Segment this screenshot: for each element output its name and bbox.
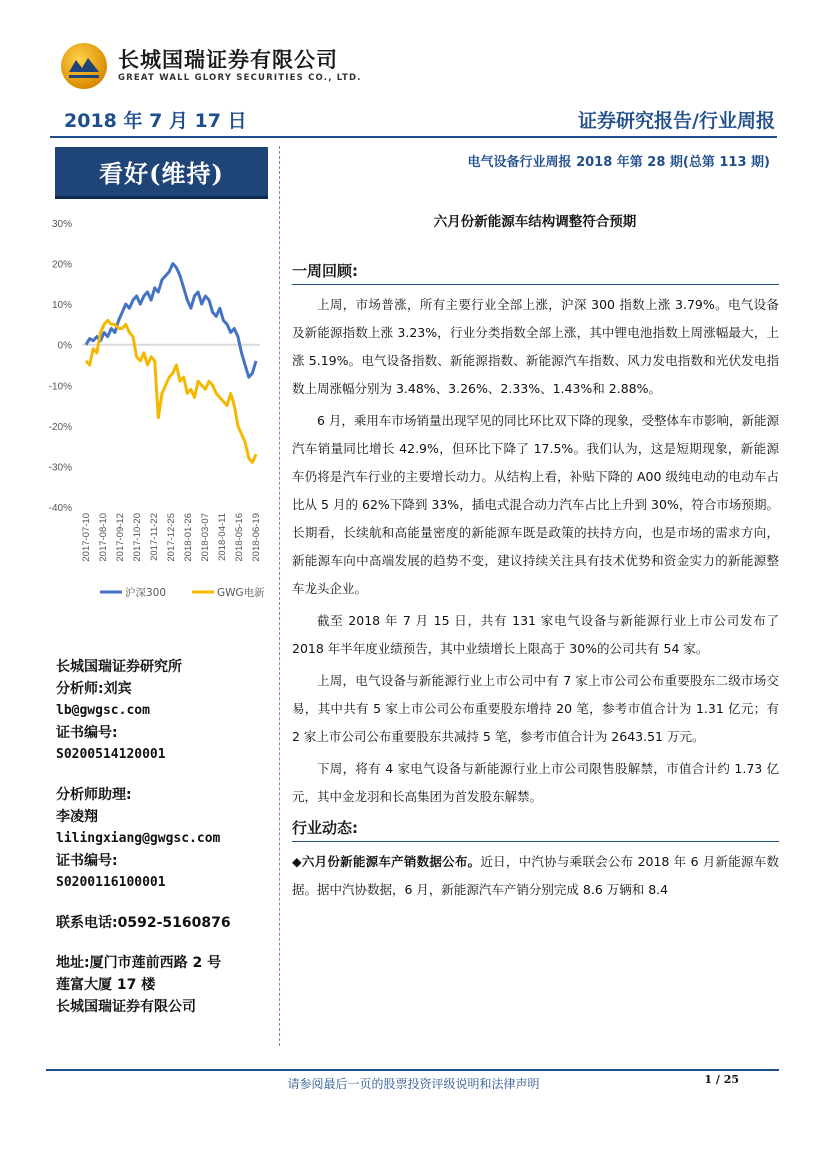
cert-label-2: 证书编号:	[56, 853, 118, 869]
paragraph: 6 月，乘用车市场销量出现罕见的同比环比双下降的现象，受整体车市影响，新能源汽车销量同比增长 42.9%，但环比下降了 17.5%。我们认为，这是短期现象，新能源车仍将是汽车行业的主要增长动力。从结构上看，补贴下降的 A00 级纯电动的电动车占比从 5 月的 62%下降到 33%，插电式混合动力汽车占比上升到 30%，符合市场预期。长期看，长续航和高能量密度的新能源车既是政策的扶持方向，也是市场的需求方向，新能源车向中高端发展的趋势不变，建议持续关注具有技术优势和资金实力的新能源整车龙头企业。	[292, 413, 779, 596]
company-name-cn: 长城国瑞证券有限公司	[118, 48, 338, 72]
x-tick-label: 2017-08-10	[98, 513, 109, 562]
address-line-2: 莲富大厦 17 楼	[56, 977, 156, 993]
y-tick-label: 10%	[51, 300, 72, 312]
x-tick-label: 2018-03-07	[200, 513, 211, 562]
address-line-1: 地址:厦门市莲前西路 2 号	[56, 955, 222, 971]
institute-name: 长城国瑞证券研究所	[56, 659, 182, 675]
y-tick-label: -30%	[48, 462, 72, 474]
report-header	[0, 0, 827, 140]
footer-divider	[46, 1069, 779, 1071]
disclaimer-note: 请参阅最后一页的股票投资评级说明和法律声明	[287, 1077, 540, 1091]
address-line-3: 长城国瑞证券有限公司	[56, 999, 196, 1015]
x-tick-label: 2018-06-19	[251, 513, 262, 562]
cert-number-2: S0200116100001	[56, 875, 166, 890]
legend-label-0: 沪深300	[125, 587, 167, 599]
rating-badge	[55, 147, 268, 199]
news-paragraph	[292, 848, 779, 904]
series-line-1	[86, 320, 256, 462]
cert-label-1: 证书编号:	[56, 725, 118, 741]
analyst-info	[56, 656, 276, 1018]
x-tick-label: 2017-10-20	[132, 513, 143, 562]
section-title-weekly-review: 一周回顾:	[292, 258, 779, 285]
assistant-email[interactable]: lilingxiang@gwgsc.com	[56, 831, 221, 846]
contact-phone: 联系电话:0592-5160876	[56, 915, 231, 931]
series-line-0	[86, 264, 256, 378]
y-tick-label: -20%	[48, 421, 72, 433]
page-number: 1 / 25	[704, 1073, 739, 1086]
report-subtitle: 电气设备行业周报 2018 年第 28 期(总第 113 期)	[467, 155, 770, 170]
analyst-email[interactable]: lb@gwgsc.com	[56, 703, 150, 718]
paragraph: 下周，将有 4 家电气设备与新能源行业上市公司限售股解禁，市值合计约 1.73 亿元，其中金龙羽和长高集团为首发股东解禁。	[292, 761, 779, 804]
paragraph: 截至 2018 年 7 月 15 日，共有 131 家电气设备与新能源行业上市公司发布了 2018 年半年度业绩预告，其中业绩增长上限高于 30%的公司共有 54 家。	[292, 613, 779, 656]
paragraph: 上周，市场普涨，所有主要行业全部上涨，沪深 300 指数上涨 3.79%。电气设备及新能源指数上涨 3.23%，行业分类指数全部上涨，其中锂电池指数上周涨幅最大，上涨 5.19%。电气设备指数、新能源指数、新能源汽车指数、风力发电指数和光伏发电指数上周涨幅分别为 3.48%、3.26%、2.33%、1.43%和 2.88%。	[292, 297, 779, 396]
x-tick-label: 2018-01-26	[183, 513, 194, 562]
rating-label: 看好(维持)	[99, 159, 224, 188]
analyst-name: 分析师:刘宾	[56, 681, 132, 697]
cert-number-1: S0200514120001	[56, 747, 166, 762]
report-type: 证券研究报告/行业周报	[578, 110, 775, 132]
header-divider	[50, 136, 777, 138]
x-tick-label: 2017-11-22	[149, 513, 160, 561]
y-tick-label: -40%	[48, 503, 72, 514]
assistant-name: 李凌翔	[56, 809, 98, 825]
performance-chart	[40, 210, 280, 610]
report-date: 2018 年 7 月 17 日	[64, 110, 247, 132]
y-tick-label: 0%	[57, 340, 72, 352]
x-tick-label: 2018-04-11	[217, 513, 228, 561]
x-tick-label: 2017-07-10	[81, 513, 92, 562]
company-logo-icon	[60, 42, 108, 90]
paragraph: 上周，电气设备与新能源行业上市公司中有 7 家上市公司公布重要股东二级市场交易，其中共有 5 家上市公司公布重要股东增持 20 笔，参考市值合计为 1.31 亿元；有 2 家上市公司公布重要股东共减持 5 笔，参考市值合计为 2643.51 万元。	[292, 673, 779, 744]
x-tick-label: 2018-05-16	[234, 513, 245, 562]
y-tick-label: -10%	[48, 381, 72, 393]
x-tick-label: 2017-09-12	[115, 513, 126, 562]
company-name-en: GREAT WALL GLORY SECURITIES CO., LTD.	[118, 73, 362, 83]
report-headline: 六月份新能源车结构调整符合预期	[433, 214, 637, 230]
legend-label-1: GWG电新	[217, 587, 265, 599]
news-text: 近日，中汽协与乘联会公布 2018 年 6 月新能源车数据。据中汽协数据，6 月，新能源汽车产销分别完成 8.6 万辆和 8.4	[292, 854, 779, 897]
news-lead: ◆六月份新能源车产销数据公布。	[292, 854, 481, 869]
y-tick-label: 30%	[51, 219, 72, 230]
y-tick-label: 20%	[51, 259, 72, 271]
assistant-label: 分析师助理:	[56, 787, 132, 803]
section-title-industry-news: 行业动态:	[292, 815, 779, 842]
report-body	[292, 258, 779, 908]
x-tick-label: 2017-12-25	[166, 513, 177, 562]
